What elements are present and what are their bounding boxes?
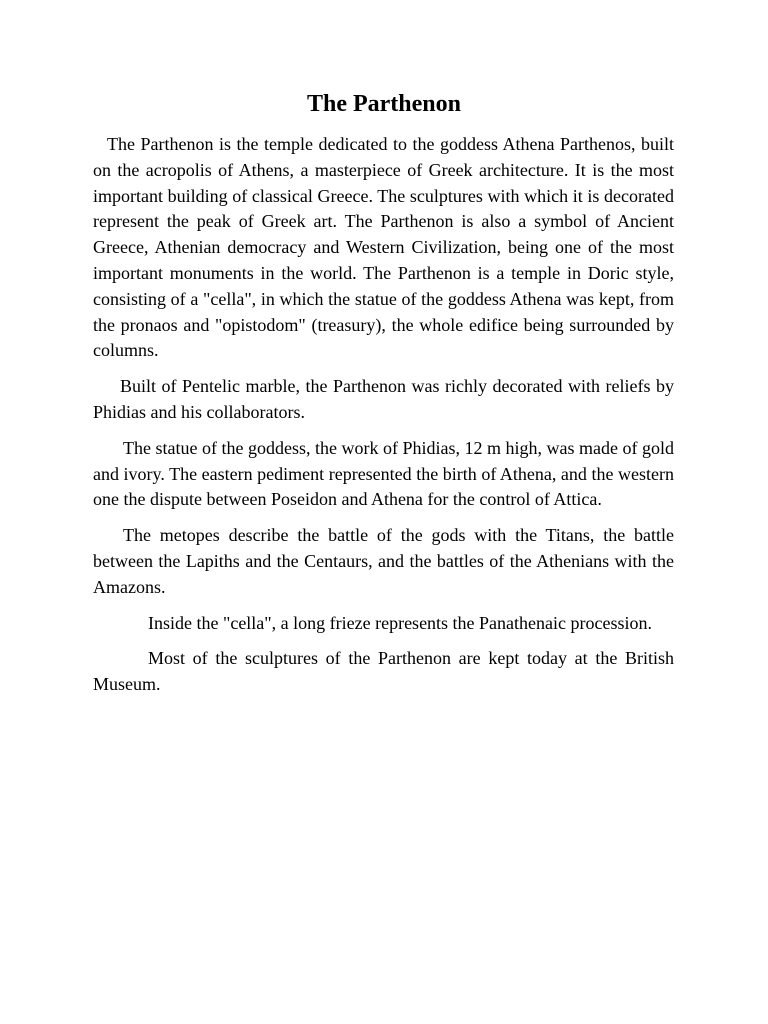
document-body (93, 132, 674, 708)
paragraph-british-museum: Most of the sculptures of the Parthenon are kept today at the British Museum. (93, 648, 674, 695)
paragraph-intro: The Parthenon is the temple dedicated to the goddess Athena Parthenos, built on the acropolis of Athens, a masterpiece of Greek architecture. It is the most important building of classical Greece. The sculptures with which it is decorated represent the peak of Greek art. The Parthenon is also a symbol of Ancient Greece, Athenian democracy and Western Civilization, being one of the most important monuments in the world. The Parthenon is a temple in Doric style, consisting of a "cella", in which the statue of the goddess Athena was kept, from the pronaos and "opistodom" (treasury), the whole edifice being surrounded by columns. (93, 134, 674, 361)
paragraph-statue: The statue of the goddess, the work of Phidias, 12 m high, was made of gold and ivory. The eastern pediment represented the birth of Athena, and the western one the dispute between Poseidon and Athena for the control of Attica. (93, 437, 674, 510)
paragraph-metopes: The metopes describe the battle of the gods with the Titans, the battle between the Lapiths and the Centaurs, and the battles of the Athenians with the Amazons. (93, 525, 674, 597)
paragraph-frieze: Inside the "cella", a long frieze represents the Panathenaic procession. (148, 612, 652, 633)
document-title: The Parthenon (306, 91, 461, 117)
paragraph-marble: Built of Pentelic marble, the Parthenon was richly decorated with reliefs by Phidias and his collaborators. (93, 376, 674, 422)
